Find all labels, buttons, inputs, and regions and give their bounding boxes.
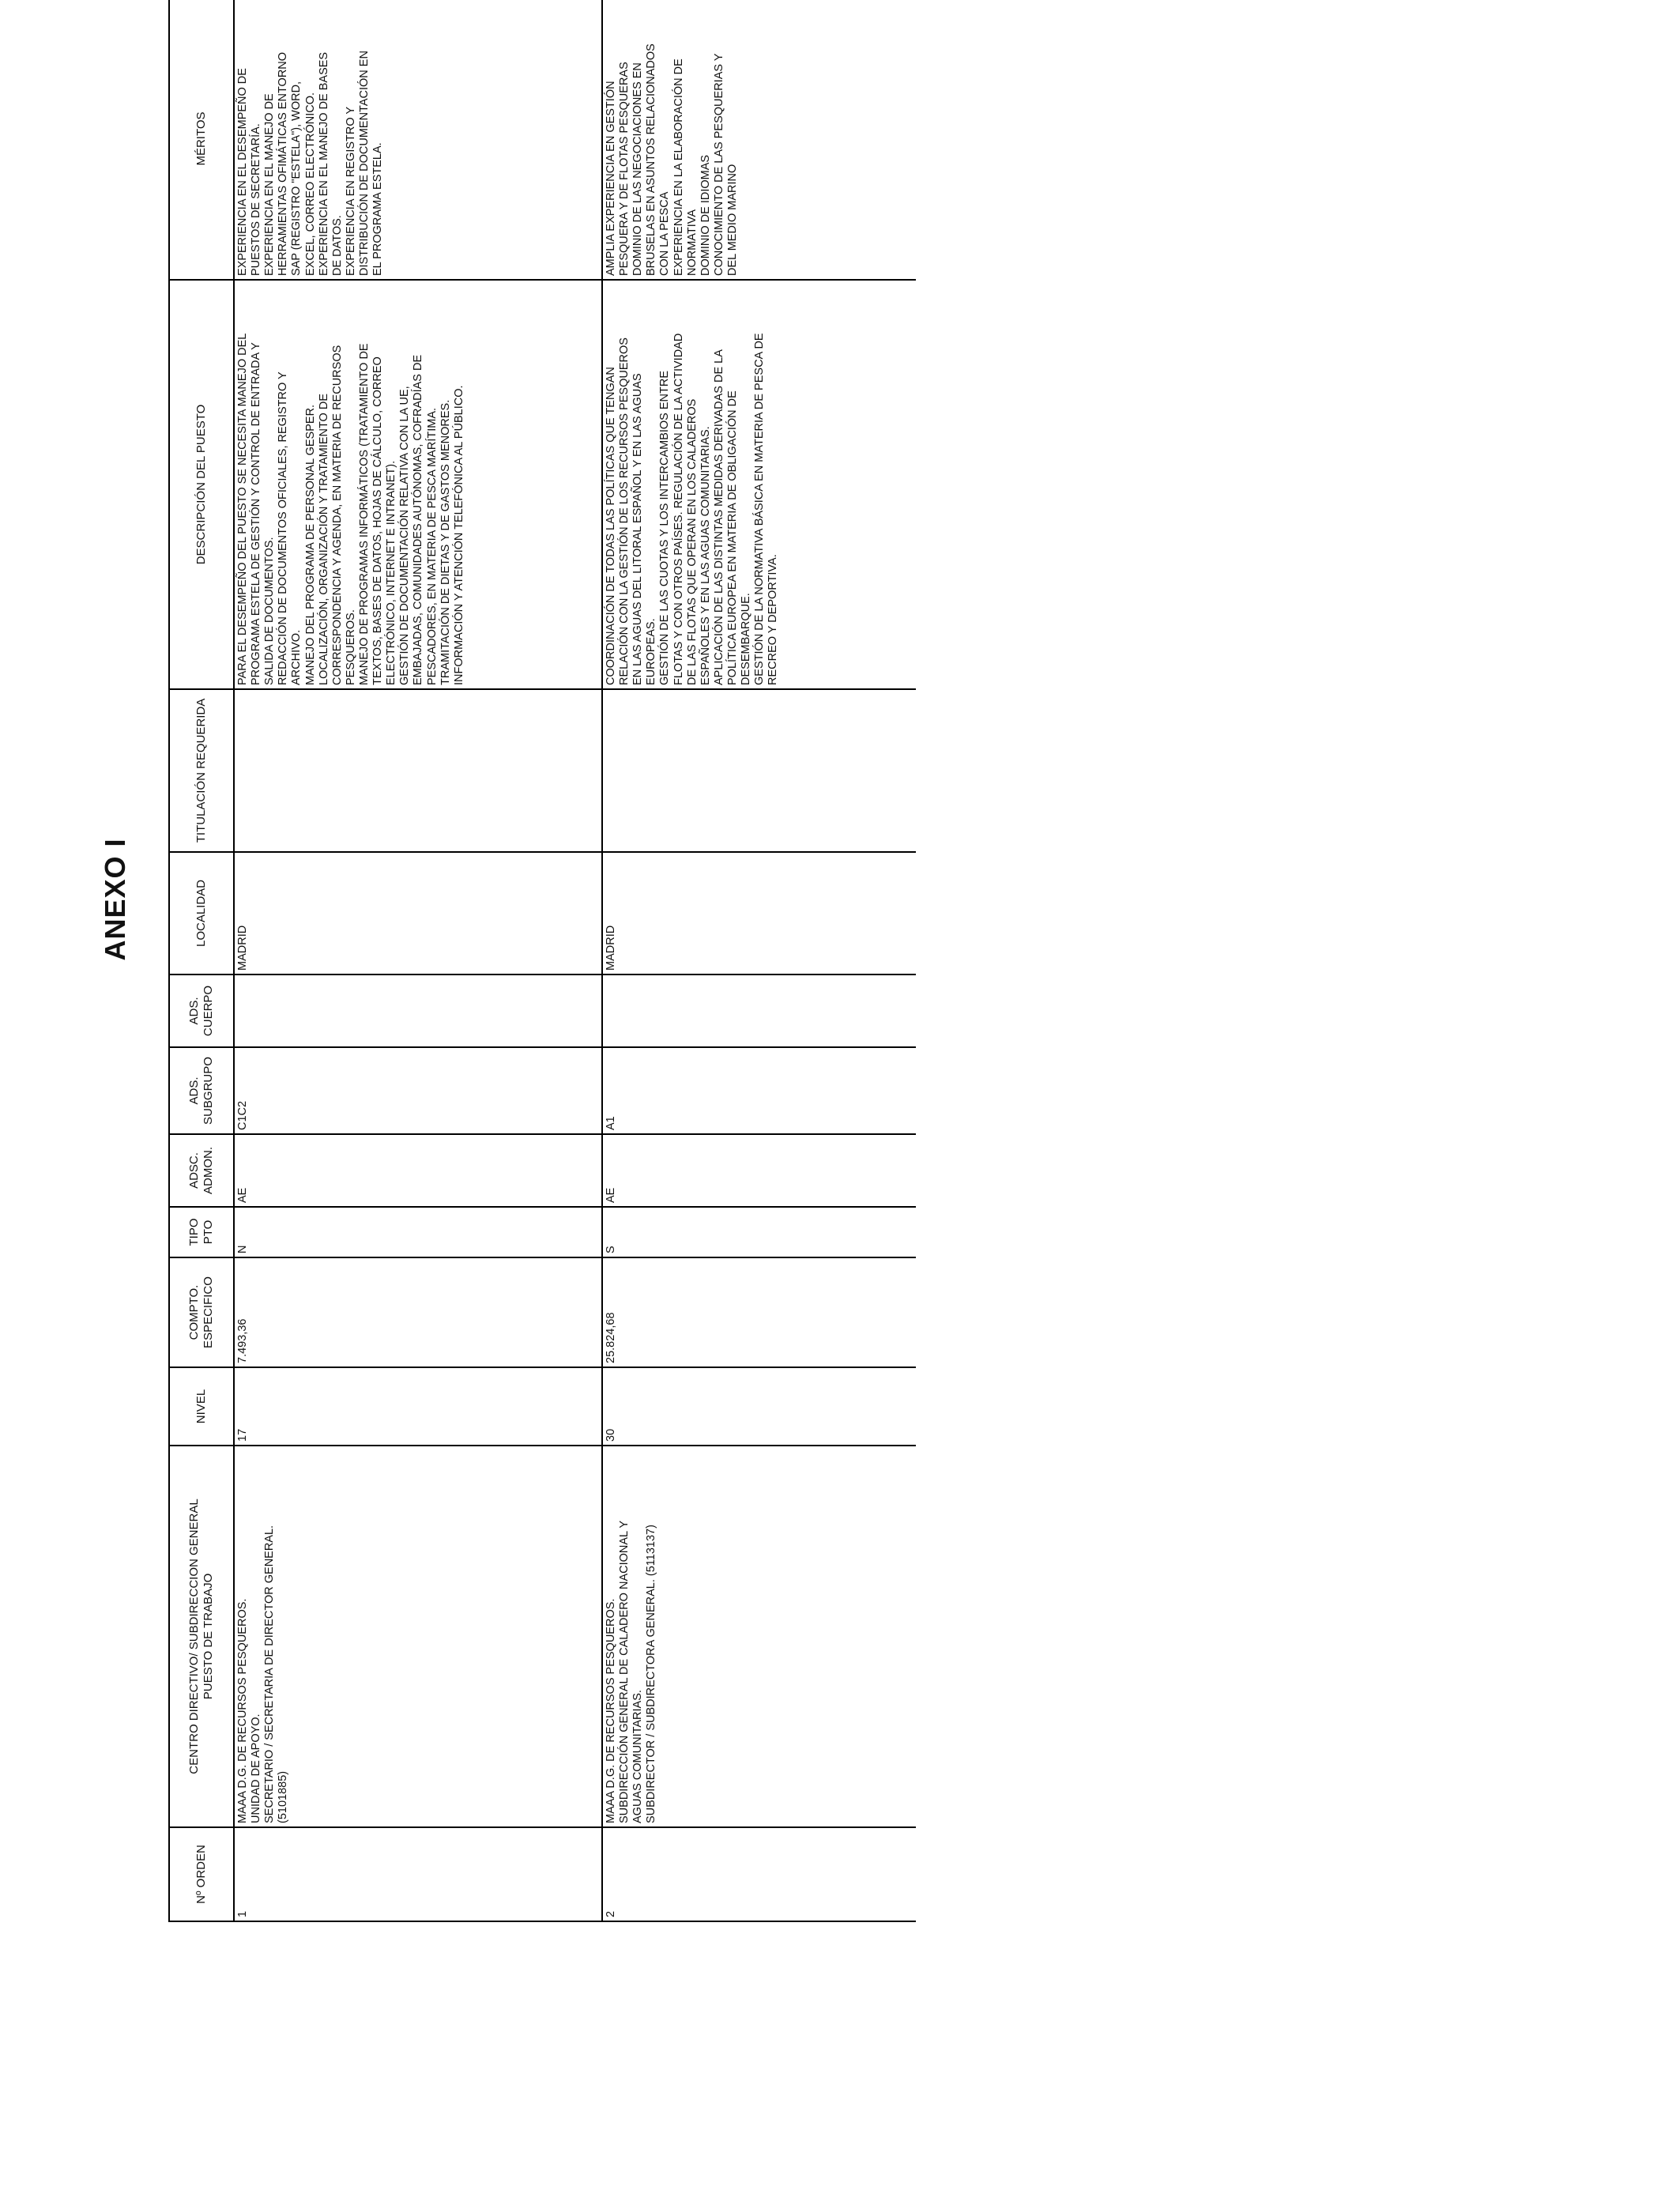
cell-localidad: MADRID	[234, 852, 602, 974]
table-row	[602, 0, 916, 1921]
cell-descripcion: PARA EL DESEMPEÑO DEL PUESTO SE NECESITA MANEJO DEL PROGRAMA ESTELA DE GESTIÓN Y CONTROL DE ENTRADA Y SALIDA DE DOCUMENTOS. REDACCIÓN DE DOCUMENTOS OFICIALES, REGISTRO Y ARCHIVO. MANEJO DEL PROGRAMA DE PERSONAL GESPER. LOCALIZACIÓN, ORGANIZACIÓN Y TRATAMIENTO DE CORRESPONDENCIA Y AGENDA, EN MATERIA DE RECURSOS PESQUEROS. MANEJO DE PROGRAMAS INFORMÁTICOS (TRATAMIENTO DE TEXTOS, BASES DE DATOS, HOJAS DE CÁLCULO, CORREO ELECTRÓNICO, INTERNET E INTRANET). GESTIÓN DE DOCUMENTACIÓN RELATIVA CON LA UE, EMBAJADAS, COMUNIDADES AUTÓNOMAS, COFRADÍAS DE PESCADORES, EN MATERIA DE PESCA MARÍTIMA. TRAMITACIÓN DE DIETAS Y DE GASTOS MENORES. INFORMACIÓN Y ATENCIÓN TELEFÓNICA AL PÚBLICO.	[234, 280, 602, 689]
header-orden: Nº ORDEN	[169, 1827, 234, 1921]
header-centro: CENTRO DIRECTIVO/ SUBDIRECCION GENERAL PUESTO DE TRABAJO	[169, 1446, 234, 1827]
header-titulacion: TITULACIÓN REQUERIDA	[169, 689, 234, 852]
header-nivel: NIVEL	[169, 1367, 234, 1446]
cell-nivel: 17	[234, 1367, 602, 1446]
cell-tipo: S	[602, 1207, 916, 1257]
header-cuerpo: ADS. CUERPO	[169, 974, 234, 1047]
table-header-row	[169, 0, 234, 1921]
positions-table	[168, 0, 916, 1922]
header-subgrupo: ADS. SUBGRUPO	[169, 1047, 234, 1134]
cell-adsc: AE	[234, 1134, 602, 1207]
document-page: ANEXO I Nº ORDEN CENTRO DIRECTIVO/ SUBDIRECCION GENERAL PUESTO DE TRABAJO NIVEL COMPTO. ESPECIFICO TIPO PTO ADSC. ADMON. ADS. SUBGRUPO ADS. CUERPO LOCALIDAD TITULACIÓN REQUERIDA DESCRIPCIÓN DEL PUESTO MÉRITOS 1 MAAA D.G. DE RECURSOS PESQUEROS. UNIDAD DE APOYO. SECRETARIO / SECRETARIA DE DIRECTOR GENERAL. (5101885) 17 7.493,36 N AE C1C2 MADRID PARA EL DESEMPEÑO DEL PUESTO SE NECESITA MANEJO DEL PROGRAMA ESTELA DE GESTIÓN Y CONTROL DE ENTRADA Y SALIDA DE DOCUMENTOS. REDACCIÓN DE DOCUMENTOS OFICIALES, REGISTRO Y ARCHIVO. MANEJO DEL PROGRAMA DE PERSONAL GESPER. LOCALIZACIÓN, ORGANIZACIÓN Y TRATAMIENTO DE CORRESPONDENCIA Y AGENDA, EN MATERIA DE RECURSOS PESQUEROS. MANEJO DE PROGRAMAS INFORMÁTICOS (TRATAMIENTO DE TEXTOS, BASES DE DATOS, HOJAS DE CÁLCULO, CORREO ELECTRÓNICO, INTERNET E INTRANET). GESTIÓN DE DOCUMENTACIÓN RELATIVA CON LA UE, EMBAJADAS, COMUNIDADES AUTÓNOMAS, COFRADÍAS DE PESCADORES, EN MATERIA DE PESCA MARÍTIMA. TRAMITACIÓN DE DIETAS Y DE GASTOS MENORES. INFORMACIÓN Y ATENCIÓN TELEFÓNICA AL PÚBLICO. EXPERIENCIA EN EL DESEMPEÑO DE PUESTOS DE SECRETARÍA. EXPERIENCIA EN EL MANEJO DE HERRAMIENTAS OFIMÁTICAS ENTORNO SAP (REGISTRO "ESTELA"), WORD, EXCEL, CORREO ELECTRÓNICO. EXPERIENCIA EN EL MANEJO DE BASES DE DATOS. EXPERIENCIA EN REGISTRO Y DISTRIBUCIÓN DE DOCUMENTACIÓN EN EL PROGRAMA ESTELA. 2 MAAA D.G. DE RECURSOS PESQUEROS. SUBDIRECCIÓN GENERAL DE CALADERO NACIONAL Y AGUAS COMUNITARIAS. SUBDIRECTOR / SUBDIRECTORA GENERAL. (5113137) 30 25.824,68 S AE A1 MADRID COORDINACIÓN DE TODAS LAS POLÍTICAS QUE TENGAN RELACIÓN CON LA GESTIÓN DE LOS RECURSOS PESQUEROS EN LAS AGUAS DEL LITORAL ESPAÑOL Y EN LAS AGUAS EUROPEAS. GESTIÓN DE LAS CUOTAS Y LOS INTERCAMBIOS ENTRE FLOTAS Y CON OTROS PAÍSES. REGULACIÓN DE LA ACTIVIDAD DE LAS FLOTAS QUE OPERAN EN LOS CALADEROS ESPAÑOLES Y EN LAS AGUAS COMUNITARIAS. APLICACIÓN DE LAS DISTINTAS MEDIDAS DERIVADAS DE LA POLÍTICA EUROPEA EN MATERIA DE OBLIGACIÓN DE DESEMBARQUE. GESTIÓN DE LA NORMATIVA BÁSICA EN MATERIA DE PESCA DE RECREO Y DEPORTIVA. AMPLIA EXPERIENCIA EN GESTIÓN PESQUERA Y DE FLOTAS PESQUERAS DOMINIO DE LAS NEGOCIACIONES EN BRUSELAS EN ASUNTOS RELACIONADOS CON LA PESCA EXPERIENCIA EN LA ELABORACIÓN DE NORMATIVA DOMINIO DE IDIOMAS CONOCIMIENTO DE LAS PESQUERIAS Y DEL MEDIO MARINO	[0, 0, 1680, 2194]
header-localidad: LOCALIDAD	[169, 852, 234, 974]
cell-descripcion: COORDINACIÓN DE TODAS LAS POLÍTICAS QUE TENGAN RELACIÓN CON LA GESTIÓN DE LOS RECURSOS PESQUEROS EN LAS AGUAS DEL LITORAL ESPAÑOL Y EN LAS AGUAS EUROPEAS. GESTIÓN DE LAS CUOTAS Y LOS INTERCAMBIOS ENTRE FLOTAS Y CON OTROS PAÍSES. REGULACIÓN DE LA ACTIVIDAD DE LAS FLOTAS QUE OPERAN EN LOS CALADEROS ESPAÑOLES Y EN LAS AGUAS COMUNITARIAS. APLICACIÓN DE LAS DISTINTAS MEDIDAS DERIVADAS DE LA POLÍTICA EUROPEA EN MATERIA DE OBLIGACIÓN DE DESEMBARQUE. GESTIÓN DE LA NORMATIVA BÁSICA EN MATERIA DE PESCA DE RECREO Y DEPORTIVA.	[602, 280, 916, 689]
cell-subgrupo: C1C2	[234, 1047, 602, 1134]
cell-meritos: EXPERIENCIA EN EL DESEMPEÑO DE PUESTOS DE SECRETARÍA. EXPERIENCIA EN EL MANEJO DE HERRAMIENTAS OFIMÁTICAS ENTORNO SAP (REGISTRO "ESTELA"), WORD, EXCEL, CORREO ELECTRÓNICO. EXPERIENCIA EN EL MANEJO DE BASES DE DATOS. EXPERIENCIA EN REGISTRO Y DISTRIBUCIÓN DE DOCUMENTACIÓN EN EL PROGRAMA ESTELA.	[234, 0, 602, 280]
header-compto: COMPTO. ESPECIFICO	[169, 1257, 234, 1367]
cell-adsc: AE	[602, 1134, 916, 1207]
cell-titulacion	[602, 689, 916, 852]
table-row	[234, 0, 602, 1921]
cell-orden: 1	[234, 1827, 602, 1921]
cell-orden: 2	[602, 1827, 916, 1921]
cell-nivel: 30	[602, 1367, 916, 1446]
cell-meritos: AMPLIA EXPERIENCIA EN GESTIÓN PESQUERA Y DE FLOTAS PESQUERAS DOMINIO DE LAS NEGOCIACIONES EN BRUSELAS EN ASUNTOS RELACIONADOS CON LA PESCA EXPERIENCIA EN LA ELABORACIÓN DE NORMATIVA DOMINIO DE IDIOMAS CONOCIMIENTO DE LAS PESQUERIAS Y DEL MEDIO MARINO	[602, 0, 916, 280]
cell-localidad: MADRID	[602, 852, 916, 974]
header-descripcion: DESCRIPCIÓN DEL PUESTO	[169, 280, 234, 689]
cell-compto: 25.824,68	[602, 1257, 916, 1367]
header-meritos: MÉRITOS	[169, 0, 234, 280]
cell-cuerpo	[234, 974, 602, 1047]
rotated-table-container	[168, 0, 908, 1922]
cell-subgrupo: A1	[602, 1047, 916, 1134]
cell-centro: MAAA D.G. DE RECURSOS PESQUEROS. SUBDIRECCIÓN GENERAL DE CALADERO NACIONAL Y AGUAS COMUNITARIAS. SUBDIRECTOR / SUBDIRECTORA GENERAL. (5113137)	[602, 1446, 916, 1827]
header-tipo: TIPO PTO	[169, 1207, 234, 1257]
cell-compto: 7.493,36	[234, 1257, 602, 1367]
cell-centro: MAAA D.G. DE RECURSOS PESQUEROS. UNIDAD DE APOYO. SECRETARIO / SECRETARIA DE DIRECTOR GENERAL. (5101885)	[234, 1446, 602, 1827]
cell-titulacion	[234, 689, 602, 852]
header-adsc: ADSC. ADMON.	[169, 1134, 234, 1207]
cell-cuerpo	[602, 974, 916, 1047]
cell-tipo: N	[234, 1207, 602, 1257]
